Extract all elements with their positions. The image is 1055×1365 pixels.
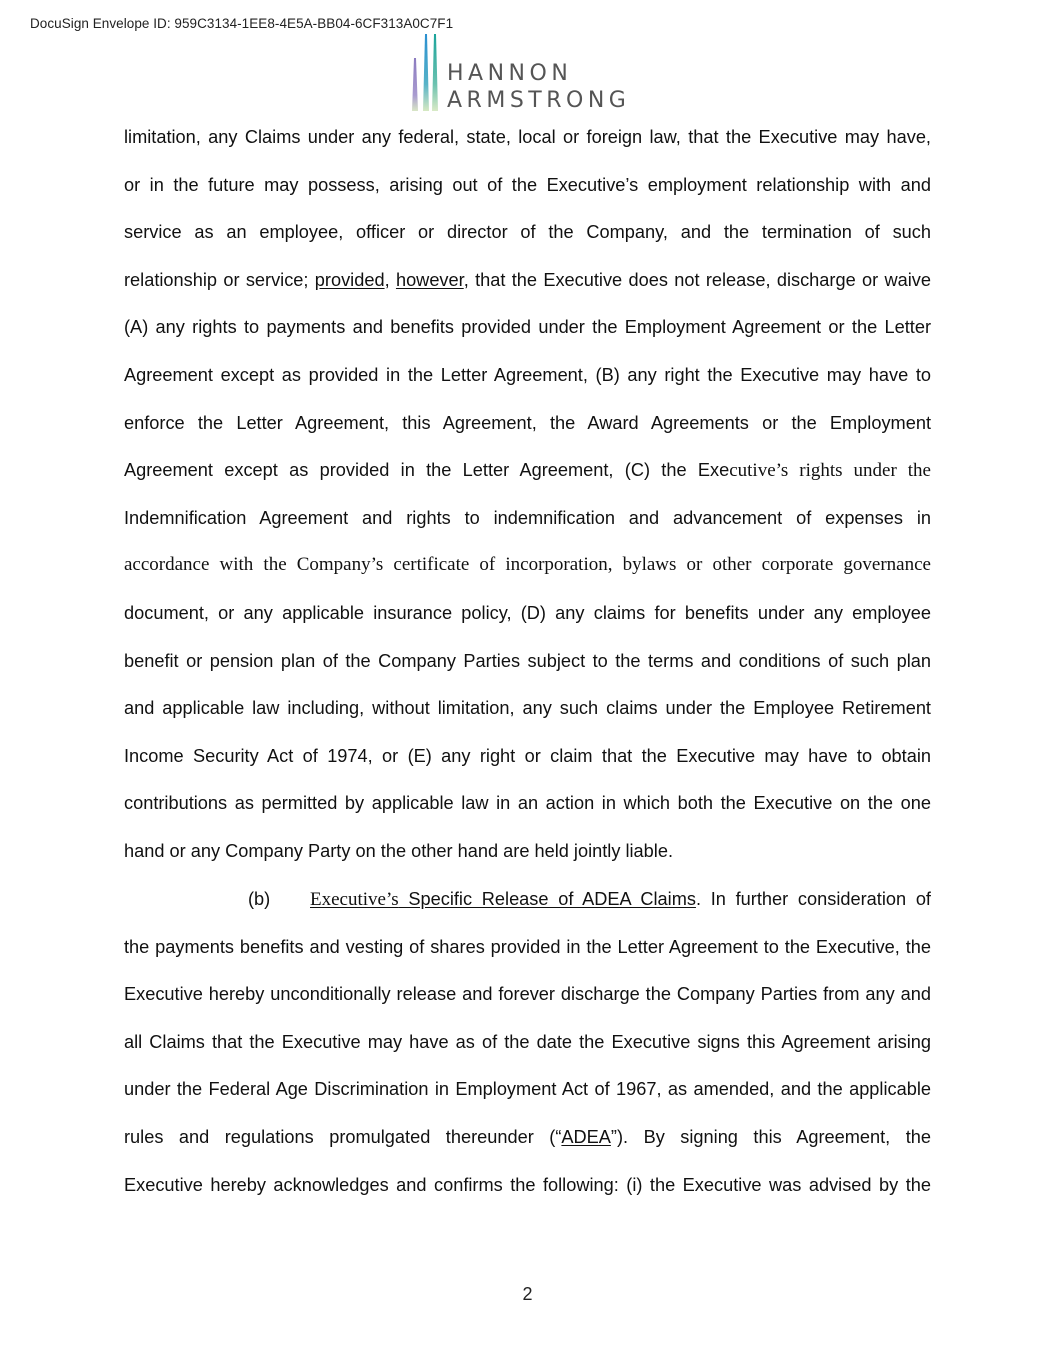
underlined-term-adea: ADEA: [561, 1127, 611, 1147]
section-b-heading-line: [310, 887, 931, 911]
paragraph-line: Executive hereby acknowledges and confirms the following: (i) the Executive was advised by the: [124, 1174, 931, 1195]
text-run: , that the Executive does not release, discharge or waive: [463, 269, 931, 290]
paragraph-line: enforce the Letter Agreement, this Agreement, the Award Agreements or the Employment: [124, 412, 931, 433]
paragraph-line: limitation, any Claims under any federal, state, local or foreign law, that the Executive may have,: [124, 127, 931, 147]
heading-sans-run: Specific Release of ADEA Claims: [398, 889, 696, 909]
text-run: relationship or service;: [124, 269, 315, 290]
text-run-serif: cutive’s rights under the: [729, 460, 931, 482]
section-b-heading: [310, 889, 696, 909]
paragraph-line: benefit or pension plan of the Company Parties subject to the terms and conditions of such plan: [124, 650, 931, 671]
docusign-envelope-id: DocuSign Envelope ID: 959C3134-1EE8-4E5A-BB04-6CF313A0C7F1: [30, 16, 454, 31]
text-run: ,: [384, 269, 396, 290]
page-number: 2: [522, 1284, 533, 1304]
paragraph-line: accordance with the Company’s certificate of incorporation, bylaws or other corporate governance: [124, 554, 931, 576]
text-run: . In further consideration of: [695, 889, 931, 909]
logo-text-armstrong: ARMSTRONG: [447, 88, 631, 113]
paragraph-line: the payments benefits and vesting of shares provided in the Letter Agreement to the Executive, the: [124, 936, 931, 957]
paragraph-line: all Claims that the Executive may have as of the date the Executive signs this Agreement arising: [124, 1031, 931, 1052]
paragraph-line: document, or any applicable insurance policy, (D) any claims for benefits under any employee: [124, 603, 931, 623]
paragraph-line: and applicable law including, without limitation, any such claims under the Employee Retirement: [124, 698, 931, 719]
paragraph-line: Executive hereby unconditionally release and forever discharge the Company Parties from any and: [124, 984, 931, 1005]
text-run: rules and regulations promulgated thereunder (“: [124, 1127, 562, 1147]
paragraph-line: [124, 1125, 931, 1149]
logo-text-hannon: HANNON: [447, 61, 573, 86]
three-vertical-spires-logo-icon: [408, 34, 448, 114]
paragraph-line: under the Federal Age Discrimination in Employment Act of 1967, as amended, and the applicable: [124, 1079, 931, 1100]
paragraph-line: Indemnification Agreement and rights to indemnification and advancement of expenses in: [124, 507, 931, 528]
paragraph-line: hand or any Company Party on the other hand are held jointly liable.: [124, 841, 673, 861]
underlined-term-however: however: [395, 269, 464, 290]
section-b-label: (b): [248, 889, 271, 909]
paragraph-line: [124, 268, 931, 292]
paragraph-line: or in the future may possess, arising out of the Executive’s employment relationship with and: [124, 174, 931, 195]
hannon-armstrong-logo: [408, 34, 668, 114]
paragraph-line: (A) any rights to payments and benefits provided under the Employment Agreement or the Letter: [124, 317, 931, 338]
text-run: Agreement except as provided in the Letter Agreement, (C) the Exe: [124, 460, 730, 481]
paragraph-line: Agreement except as provided in the Letter Agreement, (B) any right the Executive may have to: [124, 365, 931, 385]
heading-serif-run: Executive’s: [310, 889, 399, 910]
paragraph-line: contributions as permitted by applicable law in an action in which both the Executive on the one: [124, 793, 931, 814]
paragraph-line: [124, 458, 931, 482]
paragraph-line: Income Security Act of 1974, or (E) any right or claim that the Executive may have to obtain: [124, 745, 931, 766]
text-run: ”). By signing this Agreement, the: [610, 1127, 931, 1147]
underlined-term-provided: provided: [314, 269, 385, 290]
paragraph-line: service as an employee, officer or director of the Company, and the termination of such: [124, 222, 931, 243]
